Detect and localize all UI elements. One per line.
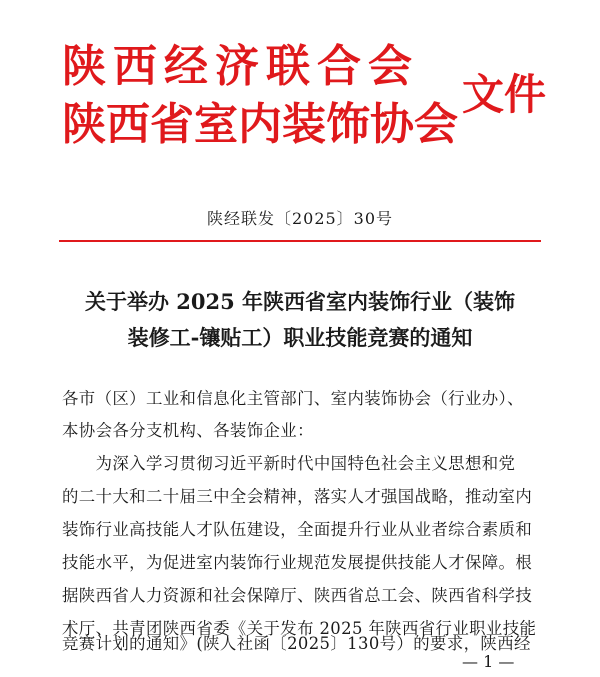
document-title-line-1: 关于举办 2025 年陕西省室内装饰行业（装饰 [84, 289, 516, 314]
document-title-line-2: 装修工-镶贴工）职业技能竞赛的通知 [127, 325, 473, 350]
body-line: 的二十大和二十届三中全会精神，落实人才强国战略，推动室内 [62, 487, 533, 506]
body-line: 本协会各分支机构、各装饰企业： [62, 421, 314, 440]
body-line: 各市（区）工业和信息化主管部门、室内装饰协会（行业办）、 [62, 389, 524, 408]
body-line: 装饰行业高技能人才队伍建设，全面提升行业从业者综合素质和 [62, 520, 533, 539]
document-number: 陕经联发〔2025〕30号 [206, 209, 394, 228]
red-divider-line [59, 240, 541, 242]
body-line: 竞赛计划的通知》(陕人社函〔2025〕130号）的要求，陕西经 [62, 634, 531, 653]
page-number: — 1 — [462, 652, 515, 671]
body-line: 术厅、共青团陕西省委《关于发布 2025 年陕西省行业职业技能 [62, 619, 537, 638]
document-suffix: 文件 [462, 70, 547, 119]
body-line: 为深入学习贯彻习近平新时代中国特色社会主义思想和党 [62, 454, 516, 473]
issuer-line-2: 陕西省室内装饰协会 [62, 99, 458, 150]
body-line: 技能水平，为促进室内装饰行业规范发展提供技能人才保障。根 [62, 553, 533, 572]
issuer-line-1: 陕西经济联合会 [62, 41, 419, 92]
body-line: 据陕西省人力资源和社会保障厅、陕西省总工会、陕西省科学技 [62, 586, 533, 605]
